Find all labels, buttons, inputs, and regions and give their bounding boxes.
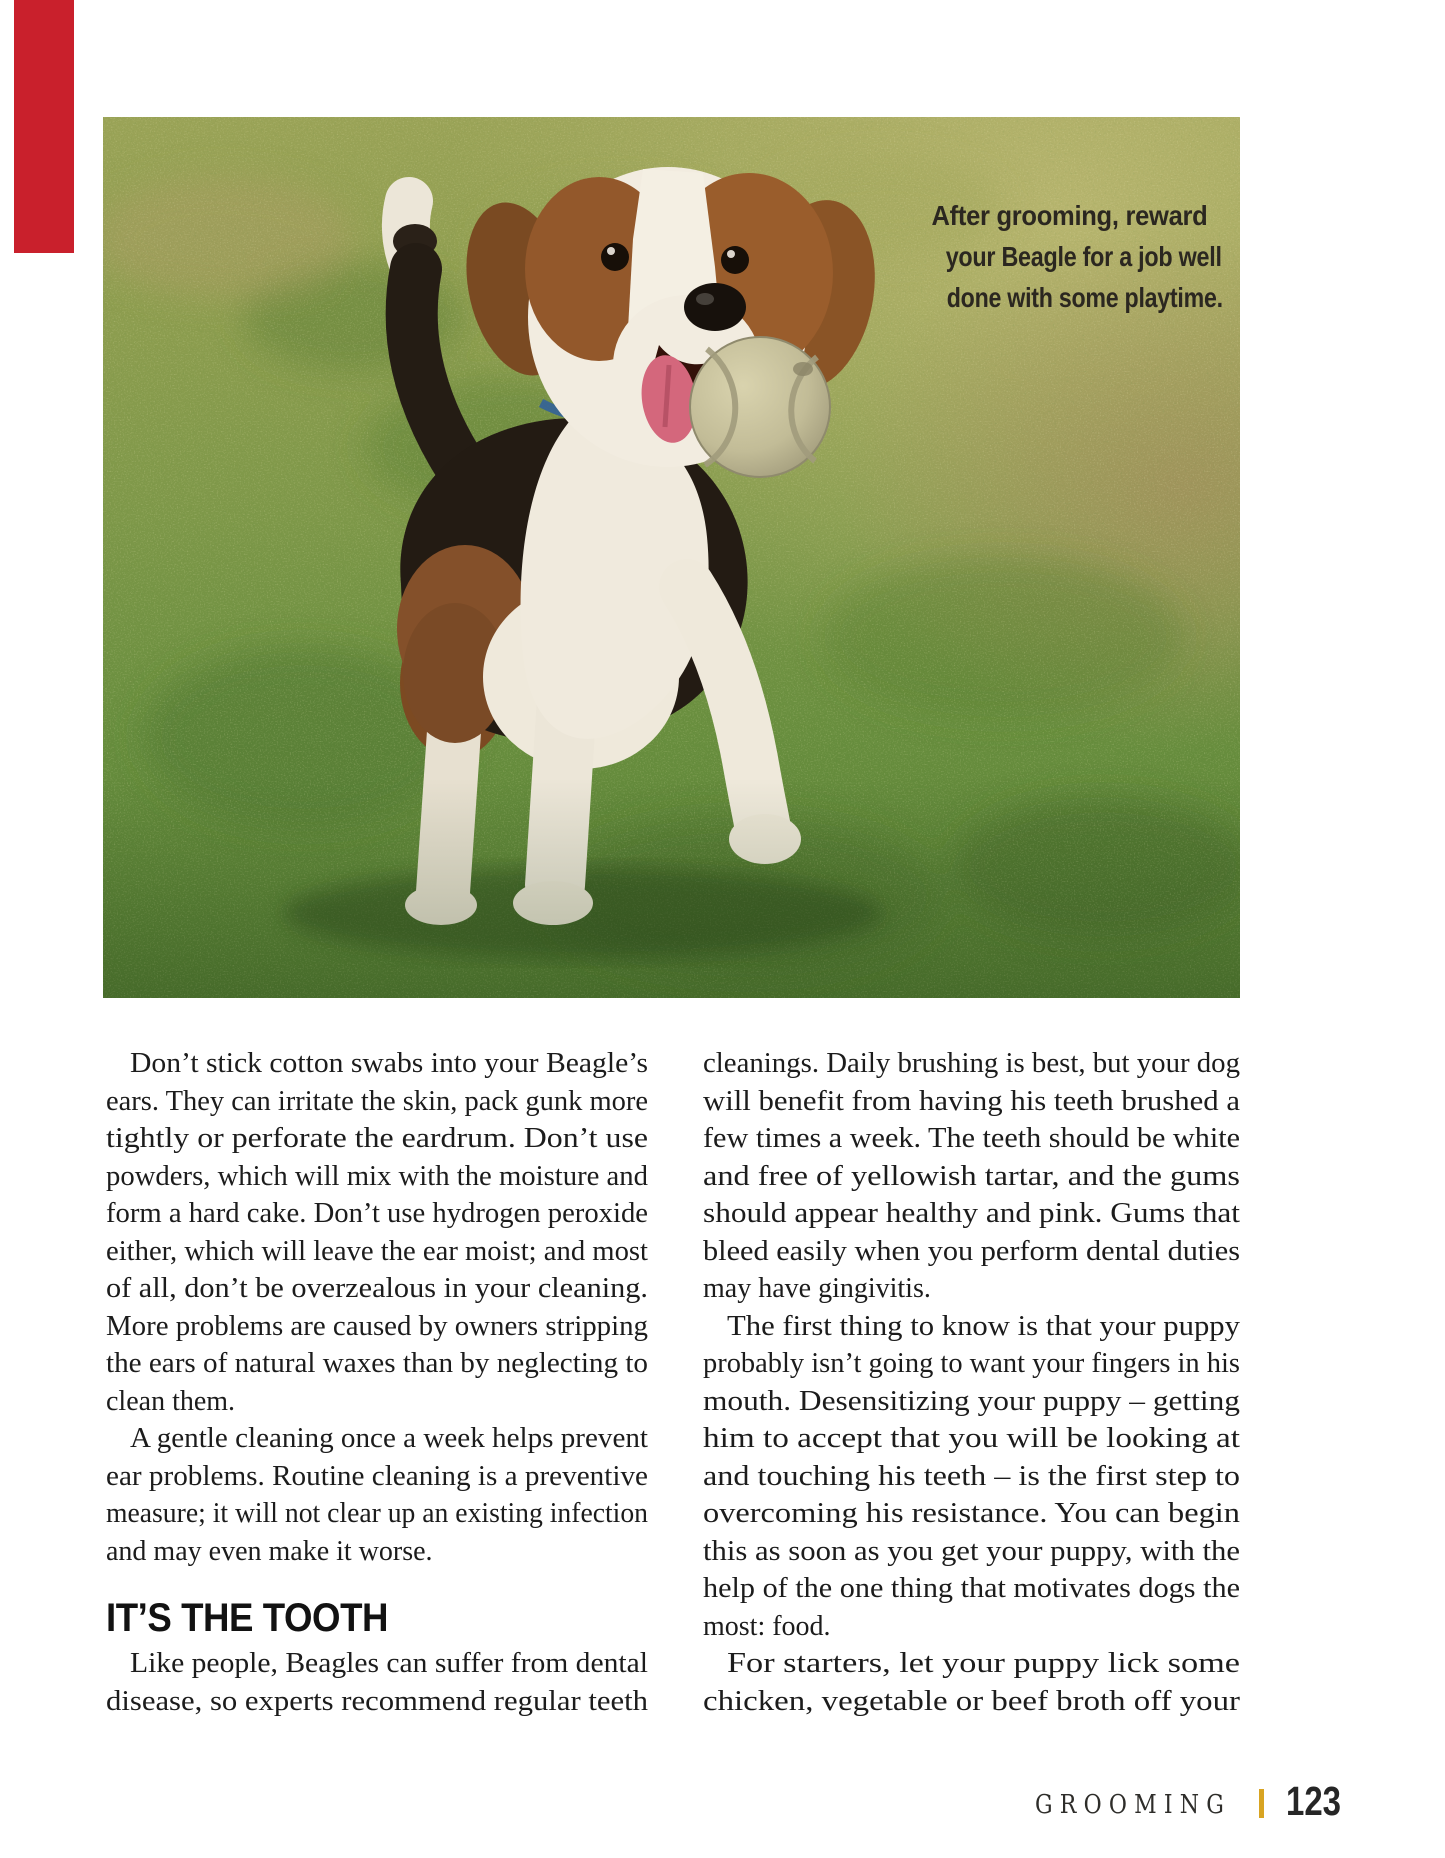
text-line-content: should appear healthy and pink. Gums that (703, 1198, 1240, 1229)
text-line (106, 1233, 648, 1271)
text-line-content: the ears of natural waxes than by neglecting to (106, 1348, 648, 1379)
beagle-photo (103, 117, 1240, 998)
text-line-content: clean them. (106, 1385, 236, 1417)
text-line (703, 1045, 1240, 1083)
text-line-content: most: food. (703, 1610, 831, 1642)
text-line (703, 1608, 1240, 1646)
text-line (703, 1383, 1240, 1421)
text-line-content: help of the one thing that motivates dogs the (703, 1573, 1240, 1604)
text-line-content: cleanings. Daily brushing is best, but your dog (703, 1048, 1240, 1079)
text-line-content: probably isn’t going to want your fingers in his (703, 1348, 1240, 1379)
footer-section-label (1035, 1791, 1266, 1819)
text-line (703, 1195, 1240, 1233)
text-line (703, 1270, 1240, 1308)
text-line-content: chicken, vegetable or beef broth off your (703, 1685, 1240, 1717)
text-line-content: For starters, let your puppy lick some (727, 1648, 1240, 1679)
body-column-left (106, 1045, 648, 1570)
text-line-content: may have gingivitis. (703, 1273, 931, 1304)
caption-line (918, 277, 1223, 318)
text-line (703, 1158, 1240, 1196)
body-column-right (703, 1045, 1240, 1720)
photo-caption (918, 195, 1223, 318)
text-line-content: and may even make it worse. (106, 1535, 433, 1567)
text-line (106, 1533, 648, 1571)
text-line (703, 1458, 1240, 1496)
text-line-content: either, which will leave the ear moist; and most (106, 1235, 648, 1267)
text-line (106, 1345, 648, 1383)
text-line (703, 1420, 1240, 1458)
text-line-content: measure; it will not clear up an existing infection (106, 1498, 648, 1529)
footer-divider (1259, 1789, 1264, 1818)
text-line (106, 1120, 648, 1158)
text-line-content: Don’t stick cotton swabs into your Beagle’s (130, 1048, 648, 1079)
text-line-content: of all, don’t be overzealous in your cleaning. (106, 1273, 648, 1304)
text-line (106, 1683, 648, 1721)
text-line (703, 1233, 1240, 1271)
text-line (106, 1458, 648, 1496)
text-line (106, 1420, 648, 1458)
text-line-content: form a hard cake. Don’t use hydrogen peroxide (106, 1198, 648, 1229)
text-line-content: bleed easily when you perform dental duties (703, 1235, 1240, 1267)
caption-line (918, 195, 1208, 236)
text-line (703, 1345, 1240, 1383)
footer-section-text: GROOMING (1035, 1790, 1231, 1820)
text-line (106, 1270, 648, 1308)
text-line (106, 1645, 648, 1683)
text-line-content: ears. They can irritate the skin, pack gunk more (106, 1085, 648, 1117)
caption-line (918, 236, 1222, 277)
text-line-content: More problems are caused by owners stripping (106, 1310, 648, 1342)
text-line (703, 1083, 1240, 1121)
text-line-content: disease, so experts recommend regular teeth (106, 1685, 648, 1717)
text-line (106, 1383, 648, 1421)
text-line (703, 1570, 1240, 1608)
text-line (703, 1308, 1240, 1346)
text-line-content: A gentle cleaning once a week helps prevent (130, 1423, 648, 1454)
text-line-content: tightly or perforate the eardrum. Don’t use (106, 1123, 648, 1154)
text-line (106, 1195, 648, 1233)
section-heading (106, 1598, 414, 1638)
text-line (106, 1308, 648, 1346)
page-number-text: 123 (1286, 1778, 1341, 1824)
text-line (703, 1683, 1240, 1721)
text-line-content: powders, which will mix with the moisture and (106, 1160, 648, 1192)
text-line-content: him to accept that you will be looking at (703, 1423, 1240, 1454)
text-line (106, 1045, 648, 1083)
text-line-content: Like people, Beagles can suffer from dental (130, 1648, 648, 1679)
text-line-content: and free of yellowish tartar, and the gums (703, 1160, 1240, 1192)
text-line (703, 1533, 1240, 1571)
chapter-tab (14, 0, 74, 253)
text-line-content: will benefit from having his teeth brushed a (703, 1085, 1240, 1117)
text-line (106, 1083, 648, 1121)
text-line-content: mouth. Desensitizing your puppy – getting (703, 1385, 1240, 1417)
text-line (106, 1158, 648, 1196)
text-line-content: The first thing to know is that your puppy (727, 1310, 1240, 1342)
text-line-content: overcoming his resistance. You can begin (703, 1498, 1240, 1529)
body-column-left-continued (106, 1645, 648, 1720)
text-line-content: ear problems. Routine cleaning is a preventive (106, 1460, 648, 1492)
section-heading-text: IT’S THE TOOTH (106, 1596, 388, 1640)
text-line-content: few times a week. The teeth should be white (703, 1123, 1240, 1154)
caption-text: done with some playtime. (946, 282, 1223, 313)
caption-text: After grooming, reward (931, 200, 1208, 231)
text-line-content: this as soon as you get your puppy, with the (703, 1535, 1240, 1567)
text-line (703, 1495, 1240, 1533)
text-line (106, 1495, 648, 1533)
caption-text: your Beagle for a job well (945, 241, 1222, 272)
text-line (703, 1645, 1240, 1683)
text-line-content: and touching his teeth – is the first step to (703, 1460, 1240, 1492)
page-number (1286, 1778, 1354, 1824)
text-line (703, 1120, 1240, 1158)
